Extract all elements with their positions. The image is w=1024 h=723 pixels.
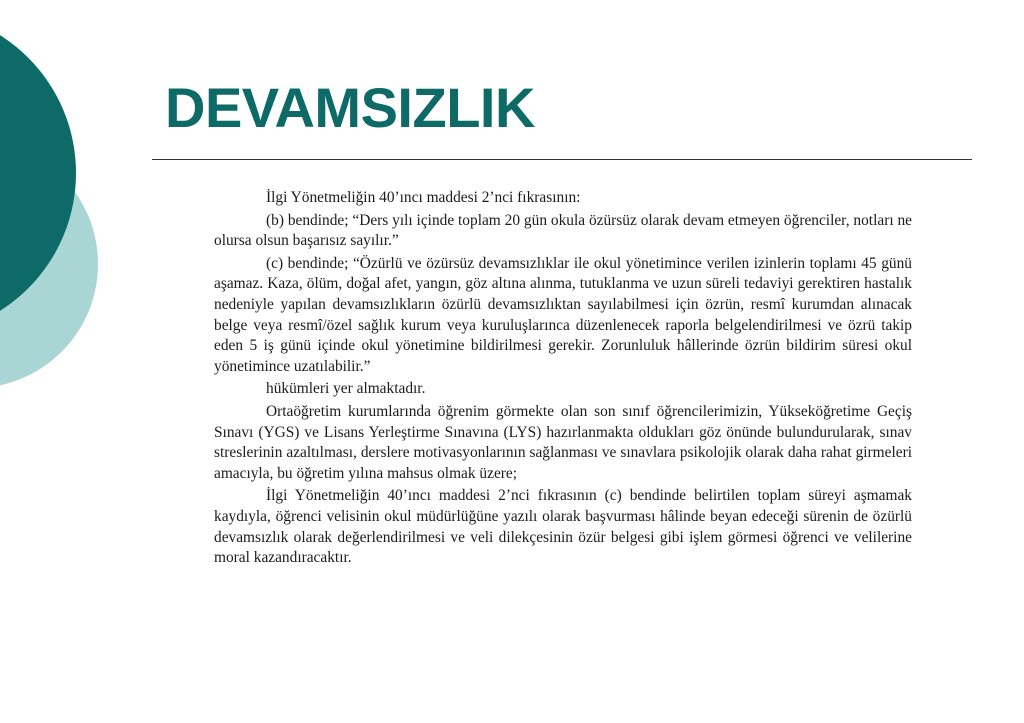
- document-paragraph: hükümleri yer almaktadır.: [266, 380, 426, 398]
- document-paragraph: (b) bendinde; “Ders yılı içinde toplam 20 gün okula özürsüz olarak devam etmeyen öğrenciler, notları ne olursa olsun başarısız sayılır.”: [214, 211, 912, 250]
- title-divider: [152, 159, 972, 160]
- document-paragraph: İlgi Yönetmeliğin 40’ıncı maddesi 2’nci fıkrasının (c) bendinde belirtilen toplam süreyi aşmamak kaydıyla, öğrenci velisinin okul müdürlüğüne yazılı olarak başvurması hâlinde beyan edeceği sürenin de özürlü devamsızlık olarak değerlendirilmesi ve veli dilekçesinin özür belgesi gibi işlem görmesi öğrenci ve velilerine moral kazandıracaktır.: [214, 487, 912, 567]
- document-paragraph: Ortaöğretim kurumlarında öğrenim görmekte olan son sınıf öğrencilerimizin, Yükseköğretime Geçiş Sınavı (YGS) ve Lisans Yerleştirme Sınavına (LYS) hazırlanmakta oldukları göz önünde bulundurularak, sınav streslerinin azaltılması, derslere motivasyonlarının sağlanması ve sınavlara psikolojik olarak daha rahat girmeleri amacıyla, bu öğretim yılına mahsus olmak üzere;: [214, 402, 912, 482]
- document-paragraph: İlgi Yönetmeliğin 40’ıncı maddesi 2’nci fıkrasının:: [266, 189, 581, 206]
- scanned-document: [214, 188, 912, 569]
- document-paragraph: (c) bendinde; “Özürlü ve özürsüz devamsızlıklar ile okul yönetimince verilen izinlerin toplamı 45 günü aşamaz. Kaza, ölüm, doğal afet, yangın, göz altına alınma, tutuklanma ve uzun süreli tedaviyi gerektiren hastalık nedeniyle yapılan devamsızlıkların özürlü devamsızlıktan sayılabilmesi için özrün, resmî kurumdan alınacak belge veya resmî/özel sağlık kurum veya kuruluşlarınca düzenlenecek raporla belgelendirilmesi ve özrü takip eden 5 iş günü içinde okul yönetimine bildirilmesi gerekir. Zorunluluk hâllerinde özrün bildirim süresi okul yönetimince uzatılabilir.”: [214, 254, 912, 375]
- slide-title: DEVAMSIZLIK: [165, 76, 535, 139]
